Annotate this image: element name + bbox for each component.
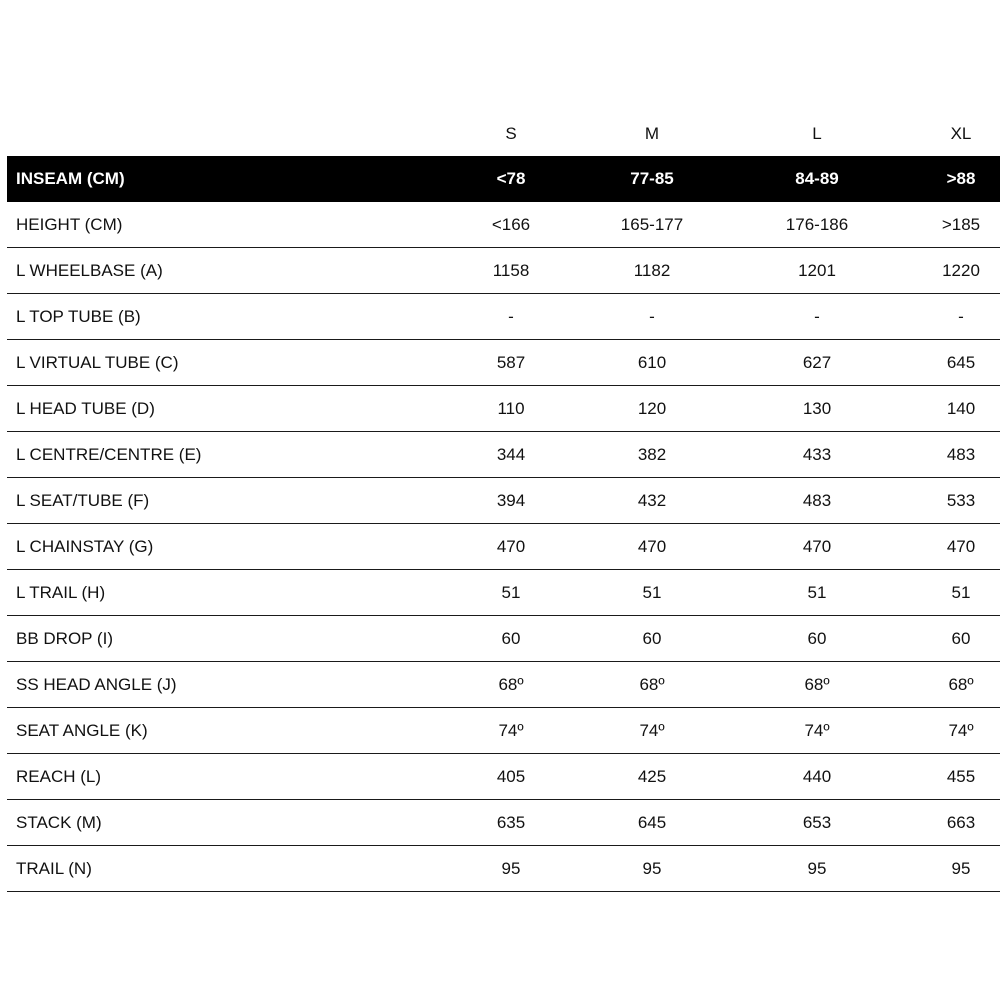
table-row <box>7 340 1000 386</box>
table-cell: 110 <box>497 398 525 418</box>
table-row <box>7 386 1000 432</box>
table-cell: 645 <box>637 812 667 832</box>
table-row <box>7 248 1000 294</box>
table-cell: 635 <box>496 812 526 832</box>
table-cell: 77-85 <box>630 169 674 188</box>
table-cell: 470 <box>946 536 976 556</box>
table-cell: 68º <box>639 674 665 694</box>
row-label: REACH (L) <box>16 766 102 786</box>
table-cell: 60 <box>951 628 971 648</box>
table-cell: >88 <box>946 169 976 188</box>
row-label: L TRAIL (H) <box>16 582 106 602</box>
geometry-table <box>7 110 1000 892</box>
table-cell: 60 <box>501 628 521 648</box>
table-cell: 68º <box>804 674 830 694</box>
row-label: BB DROP (I) <box>16 628 113 648</box>
table-cell: <78 <box>496 169 526 188</box>
table-row <box>7 202 1000 248</box>
table-cell: - <box>508 306 514 326</box>
table-cell: 51 <box>951 582 971 602</box>
row-label: INSEAM (CM) <box>16 169 125 188</box>
column-header-m: M <box>644 124 660 143</box>
table-cell: 74º <box>948 720 974 740</box>
table-cell: 140 <box>946 398 976 418</box>
table-row <box>7 662 1000 708</box>
table-cell: 470 <box>496 536 526 556</box>
column-header-l: L <box>812 124 822 143</box>
table-cell: 455 <box>946 766 976 786</box>
table-cell: 344 <box>496 444 526 464</box>
table-cell: 51 <box>501 582 521 602</box>
table-cell: 60 <box>642 628 662 648</box>
table-cell: 405 <box>496 766 526 786</box>
table-cell: 394 <box>496 490 526 510</box>
table-cell: 587 <box>496 352 526 372</box>
table-cell: 120 <box>637 398 667 418</box>
row-label: L CENTRE/CENTRE (E) <box>16 444 202 464</box>
table-cell: 483 <box>946 444 976 464</box>
table-cell: 51 <box>642 582 662 602</box>
row-label: STACK (M) <box>16 812 102 832</box>
table-cell: 95 <box>501 858 521 878</box>
table-cell: 74º <box>804 720 830 740</box>
table-cell: 382 <box>637 444 667 464</box>
table-row <box>7 570 1000 616</box>
row-label: HEIGHT (CM) <box>16 214 123 234</box>
table-row <box>7 616 1000 662</box>
table-row <box>7 432 1000 478</box>
table-cell: 176-186 <box>785 214 849 234</box>
table-row <box>7 294 1000 340</box>
table-cell: 653 <box>802 812 832 832</box>
table-cell: 645 <box>946 352 976 372</box>
row-label: TRAIL (N) <box>16 858 92 878</box>
table-cell: 483 <box>802 490 832 510</box>
table-cell: 95 <box>642 858 662 878</box>
row-label: SEAT ANGLE (K) <box>16 720 148 740</box>
table-cell: - <box>649 306 655 326</box>
column-header-s: S <box>505 124 517 143</box>
table-row <box>7 524 1000 570</box>
table-cell: 425 <box>637 766 667 786</box>
table-cell: 440 <box>802 766 832 786</box>
row-label: L VIRTUAL TUBE (C) <box>16 352 179 372</box>
table-header-row <box>7 110 1000 156</box>
table-cell: 1158 <box>492 260 530 280</box>
table-cell: 130 <box>802 398 832 418</box>
table-cell: 165-177 <box>620 214 684 234</box>
table-cell: 1182 <box>633 260 671 280</box>
row-label: L WHEELBASE (A) <box>16 260 163 280</box>
table-row <box>7 708 1000 754</box>
table-body <box>7 156 1000 892</box>
row-label: L SEAT/TUBE (F) <box>16 490 150 510</box>
table-row <box>7 478 1000 524</box>
table-cell: 60 <box>807 628 827 648</box>
table-cell: 470 <box>802 536 832 556</box>
table-cell: 433 <box>802 444 832 464</box>
table-cell: 95 <box>951 858 971 878</box>
table-cell: 74º <box>639 720 665 740</box>
table-cell: 1201 <box>798 260 836 280</box>
table-cell: <166 <box>491 214 531 234</box>
row-label: SS HEAD ANGLE (J) <box>16 674 177 694</box>
table-cell: 95 <box>807 858 827 878</box>
table-cell: 68º <box>498 674 524 694</box>
table-cell: 533 <box>946 490 976 510</box>
table-cell: 610 <box>637 352 667 372</box>
table-cell: 84-89 <box>795 169 839 188</box>
table-cell: >185 <box>941 214 981 234</box>
table-cell: 51 <box>807 582 827 602</box>
table-cell: 1220 <box>942 260 980 280</box>
table-row <box>7 800 1000 846</box>
table-row <box>7 846 1000 892</box>
table-cell: 74º <box>498 720 524 740</box>
table-cell: - <box>958 306 964 326</box>
row-label: L CHAINSTAY (G) <box>16 536 154 556</box>
table-row <box>7 754 1000 800</box>
table-row <box>7 156 1000 202</box>
table-cell: 470 <box>637 536 667 556</box>
row-label: L HEAD TUBE (D) <box>16 398 155 418</box>
row-label: L TOP TUBE (B) <box>16 306 141 326</box>
table-cell: 432 <box>637 490 667 510</box>
table-cell: 68º <box>948 674 974 694</box>
table-cell: - <box>814 306 820 326</box>
table-cell: 663 <box>946 812 976 832</box>
column-header-xl: XL <box>950 124 972 143</box>
table-cell: 627 <box>802 352 832 372</box>
